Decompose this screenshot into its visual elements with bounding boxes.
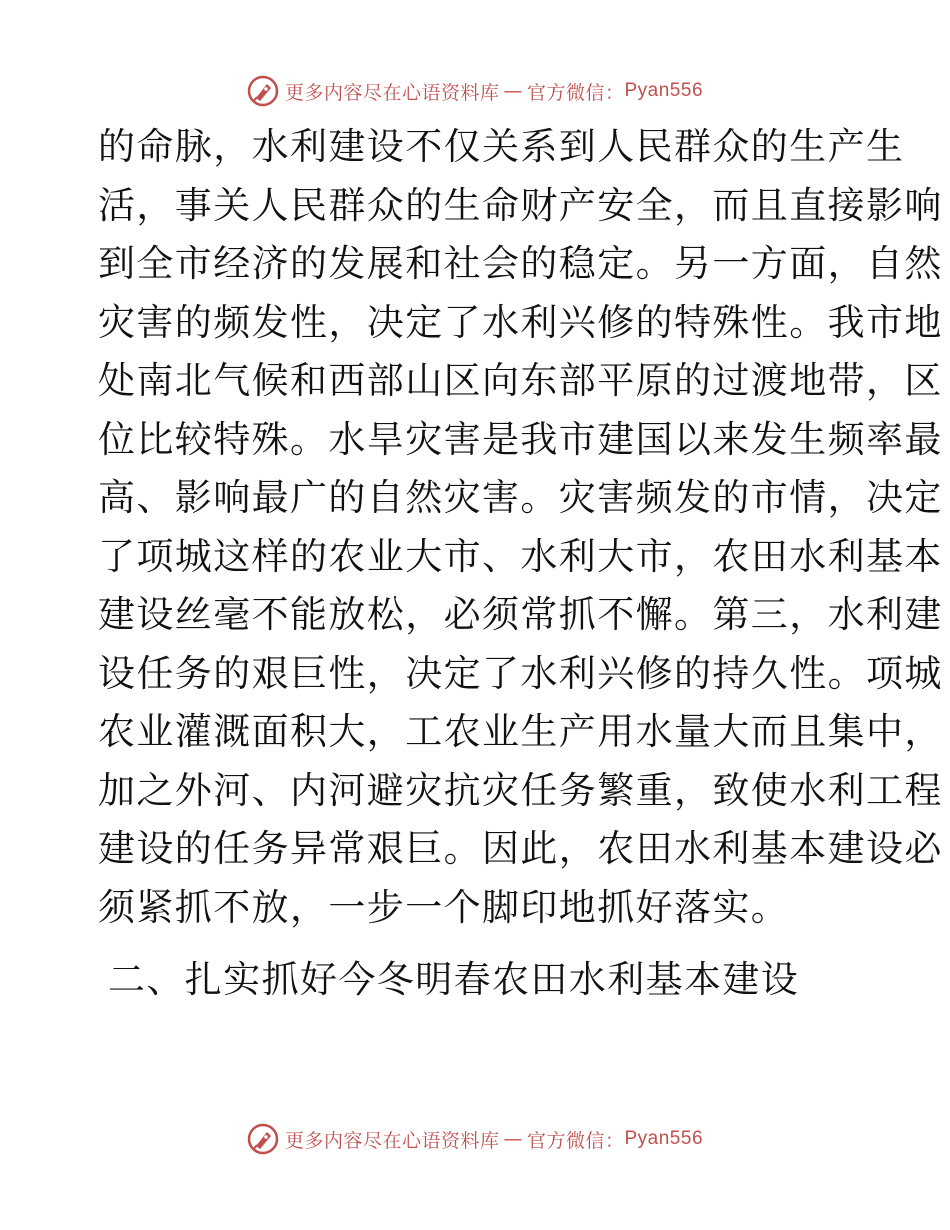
- text-line: 灾害的频发性，决定了水利兴修的特殊性。我市地: [98, 300, 943, 344]
- text-line: 的命脉，水利建设不仅关系到人民群众的生产生: [98, 125, 905, 168]
- text-line: 处南北气候和西部山区向东部平原的过渡地带，区: [98, 359, 943, 402]
- watermark-separator: —: [503, 1128, 523, 1150]
- pen-nib-logo-icon: [247, 75, 279, 107]
- watermark-id: Pyan556: [624, 80, 704, 101]
- text-line: 了项城这样的农业大市、水利大市，农田水利基本: [98, 534, 943, 578]
- watermark-label: 官方微信：: [526, 81, 625, 104]
- footer-watermark: [0, 1122, 950, 1156]
- text-line: 加之外河、内河避灾抗灾任务繁重，致使水利工程: [98, 768, 943, 812]
- text-line: 活，事关人民群众的生命财产安全，而且直接影响: [98, 183, 943, 227]
- watermark-label: 官方微信：: [526, 1129, 625, 1152]
- text-line: 位比较特殊。水旱灾害是我市建国以来发生频率最: [98, 417, 943, 461]
- watermark-separator: —: [503, 80, 523, 102]
- watermark-id: Pyan556: [624, 1128, 704, 1149]
- text-line: 农业灌溉面积大，工农业生产用水量大而且集中，: [98, 710, 943, 753]
- section-heading: 二、扎实抓好今冬明春农田水利基本建设: [108, 958, 800, 1001]
- watermark-text: 更多内容尽在心语资料库: [284, 1129, 500, 1152]
- text-line: 建设的任务异常艰巨。因此，农田水利基本建设必: [98, 827, 943, 870]
- header-watermark: [0, 74, 950, 108]
- text-line: 到全市经济的发展和社会的稳定。另一方面，自然: [98, 242, 943, 285]
- body-text: [98, 118, 943, 937]
- text-line: 须紧抓不放，一步一个脚印地抓好落实。: [98, 885, 790, 929]
- text-line: 高、影响最广的自然灾害。灾害频发的市情，决定: [98, 476, 943, 519]
- text-line: 设任务的艰巨性，决定了水利兴修的持久性。项城: [98, 651, 943, 695]
- watermark-text: 更多内容尽在心语资料库: [284, 81, 500, 104]
- pen-nib-logo-icon: [247, 1123, 279, 1155]
- text-line: 建设丝毫不能放松，必须常抓不懈。第三，水利建: [98, 593, 943, 636]
